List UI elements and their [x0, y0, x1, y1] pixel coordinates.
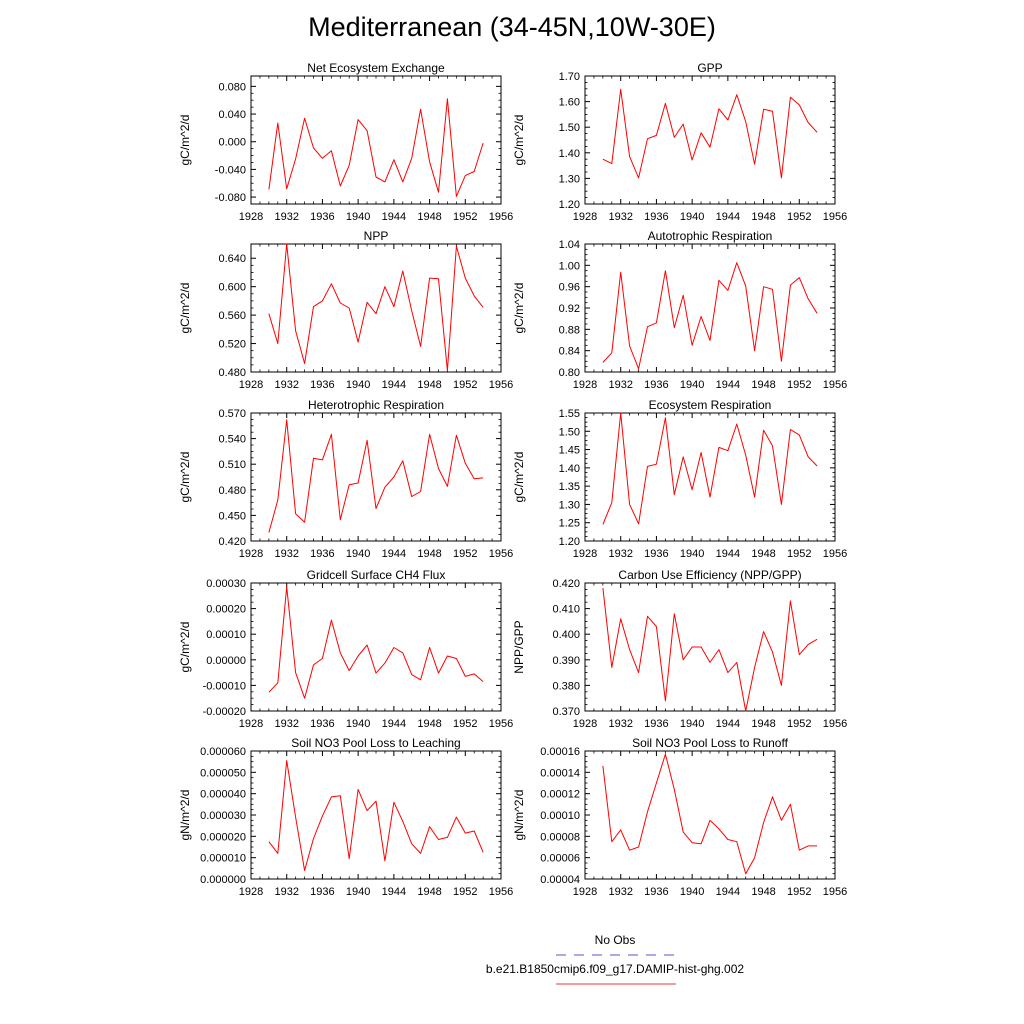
- panel-1-ytick-label: 0.000: [218, 136, 246, 149]
- panel-4-ytick-label: 0.92: [558, 303, 580, 315]
- panel-7-xtick-label: 1932: [274, 718, 299, 730]
- panel-7-xtick-label: 1956: [488, 718, 514, 730]
- panel-7-xtick-label: 1952: [453, 718, 478, 730]
- panel-6-series-line-1: [603, 413, 817, 525]
- panel-5-title: Heterotrophic Respiration: [307, 398, 445, 412]
- panel-2-ytick-label: 1.60: [558, 96, 580, 109]
- panel-9-xtick-label: 1944: [381, 886, 407, 898]
- panel-2-ytick-label: 1.20: [558, 199, 580, 211]
- panel-7-ytick-label: 0.00010: [206, 629, 246, 642]
- panel-10-ytick-label: 0.00008: [540, 831, 580, 844]
- panel-5-xtick-label: 1952: [453, 548, 478, 560]
- panel-4-xtick-label: 1956: [822, 379, 848, 391]
- panel-10-ytick-label: 0.00016: [540, 746, 580, 758]
- panel-9-xtick-label: 1932: [274, 886, 299, 898]
- panel-1-title: Net Ecosystem Exchange: [307, 61, 445, 75]
- panel-9-xtick-label: 1928: [238, 886, 264, 898]
- panel-2-ytick-label: 1.70: [558, 71, 580, 83]
- panel-6-title: Ecosystem Respiration: [648, 398, 772, 412]
- panel-8-ytick-label: 0.370: [552, 706, 580, 718]
- panel-8-xtick-label: 1936: [644, 718, 669, 730]
- panel-1-ylabel: gC/m^2/d: [178, 114, 192, 166]
- panel-4-ytick-label: 0.88: [558, 324, 580, 337]
- panel-3-xtick-label: 1944: [381, 379, 407, 391]
- panel-9-xtick-label: 1936: [310, 886, 335, 898]
- panel-8-xtick-label: 1928: [572, 718, 598, 730]
- panel-8-xtick-label: 1944: [715, 718, 741, 730]
- panel-1-xtick-label: 1936: [310, 211, 335, 223]
- panel-10-ylabel: gN/m^2/d: [512, 789, 526, 841]
- panel-4-frame: [585, 244, 835, 372]
- panel-3-xtick-label: 1952: [453, 379, 478, 391]
- panel-10-series-line-1: [603, 754, 817, 874]
- panel-4-xtick-label: 1932: [608, 379, 633, 391]
- panel-1-ytick-label: -0.040: [214, 164, 246, 177]
- panel-5-xtick-label: 1936: [310, 548, 335, 560]
- panel-2-xtick-label: 1952: [787, 211, 812, 223]
- panel-6-xtick-label: 1940: [679, 548, 705, 560]
- panel-10-title: Soil NO3 Pool Loss to Runoff: [632, 736, 788, 750]
- panel-8-xtick-label: 1956: [822, 718, 848, 730]
- panel-6-ytick-label: 1.30: [558, 499, 580, 512]
- panel-9-xtick-label: 1948: [417, 886, 442, 898]
- panel-4-ytick-label: 0.96: [558, 281, 580, 294]
- panel-4-xtick-label: 1944: [715, 379, 741, 391]
- panel-2-xtick-label: 1928: [572, 211, 598, 223]
- panel-4-ytick-label: 1.00: [558, 260, 580, 273]
- panel-2-xtick-label: 1944: [715, 211, 741, 223]
- panel-5-ytick-label: 0.480: [218, 484, 246, 497]
- panel-9-ytick-label: 0.000060: [200, 746, 246, 758]
- panel-6-xtick-label: 1948: [751, 548, 776, 560]
- panel-8-ytick-label: 0.420: [552, 578, 580, 590]
- panel-4-ytick-label: 0.80: [558, 367, 580, 379]
- panel-5-ylabel: gC/m^2/d: [178, 451, 192, 503]
- panel-3-ytick-label: 0.640: [218, 253, 246, 266]
- panel-2-ylabel: gC/m^2/d: [512, 114, 526, 166]
- panel-8-ytick-label: 0.410: [552, 603, 580, 616]
- panel-6-ytick-label: 1.20: [558, 536, 580, 548]
- panel-8-ylabel: NPP/GPP: [512, 620, 526, 674]
- panel-10-ytick-label: 0.00004: [540, 874, 580, 886]
- panel-2-xtick-label: 1956: [822, 211, 848, 223]
- panel-7-xtick-label: 1940: [345, 718, 371, 730]
- panel-1-frame: [251, 76, 501, 204]
- panel-1-xtick-label: 1956: [488, 211, 514, 223]
- panel-3-xtick-label: 1936: [310, 379, 335, 391]
- panel-3-xtick-label: 1928: [238, 379, 264, 391]
- panel-1-xtick-label: 1932: [274, 211, 299, 223]
- panel-6-ytick-label: 1.50: [558, 426, 580, 439]
- panel-7-title: Gridcell Surface CH4 Flux: [306, 568, 446, 582]
- panel-7-ytick-label: 0.00020: [206, 603, 246, 616]
- panel-8-ytick-label: 0.400: [552, 629, 580, 642]
- panel-3-ylabel: gC/m^2/d: [178, 282, 192, 334]
- panel-2-title: GPP: [697, 61, 723, 75]
- panel-1-ytick-label: 0.040: [218, 109, 246, 122]
- panel-8-xtick-label: 1952: [787, 718, 812, 730]
- panel-8-series-line-1: [603, 588, 817, 711]
- panel-2-ytick-label: 1.30: [558, 173, 580, 186]
- panel-4-xtick-label: 1952: [787, 379, 812, 391]
- panel-10-xtick-label: 1948: [751, 886, 776, 898]
- panel-5-ytick-label: 0.570: [218, 408, 246, 420]
- panel-4-ytick-label: 1.04: [558, 239, 580, 251]
- panel-3-series-line-1: [269, 244, 483, 371]
- panel-7-xtick-label: 1936: [310, 718, 335, 730]
- panel-5-xtick-label: 1940: [345, 548, 371, 560]
- panel-6-xtick-label: 1952: [787, 548, 812, 560]
- panel-2-xtick-label: 1940: [679, 211, 705, 223]
- panel-8-xtick-label: 1948: [751, 718, 776, 730]
- panel-4-ylabel: gC/m^2/d: [512, 282, 526, 334]
- panel-5-xtick-label: 1956: [488, 548, 514, 560]
- panel-1-xtick-label: 1928: [238, 211, 264, 223]
- panel-6-xtick-label: 1944: [715, 548, 741, 560]
- panel-7-series-line-1: [269, 587, 483, 698]
- panel-4-xtick-label: 1928: [572, 379, 598, 391]
- panel-5-xtick-label: 1932: [274, 548, 299, 560]
- legend-obs-label: No Obs: [594, 933, 636, 947]
- panel-7-ytick-label: 0.00000: [206, 654, 246, 667]
- panel-2-ytick-label: 1.40: [558, 147, 580, 160]
- panel-1-series-line-1: [269, 99, 483, 197]
- panel-9-ytick-label: 0.000030: [200, 810, 246, 822]
- panel-10-xtick-label: 1936: [644, 886, 669, 898]
- panel-3-xtick-label: 1932: [274, 379, 299, 391]
- panel-6-ytick-label: 1.55: [558, 408, 580, 420]
- panel-5-series-line-1: [269, 420, 483, 533]
- panel-9-ylabel: gN/m^2/d: [178, 789, 192, 841]
- panel-4-xtick-label: 1936: [644, 379, 669, 391]
- panel-6-ytick-label: 1.40: [558, 462, 580, 475]
- page-title: Mediterranean (34-45N,10W-30E): [308, 12, 716, 42]
- panel-10-frame: [585, 751, 835, 879]
- panel-1-xtick-label: 1948: [417, 211, 442, 223]
- panel-10-xtick-label: 1928: [572, 886, 598, 898]
- panel-3-ytick-label: 0.600: [218, 281, 246, 294]
- panel-4-series-line-1: [603, 263, 817, 369]
- panel-8-ytick-label: 0.390: [552, 654, 580, 667]
- panel-8-ytick-label: 0.380: [552, 680, 580, 693]
- panel-8-xtick-label: 1932: [608, 718, 633, 730]
- panel-5-xtick-label: 1944: [381, 548, 407, 560]
- panel-4-xtick-label: 1948: [751, 379, 776, 391]
- panel-5-ytick-label: 0.420: [218, 536, 246, 548]
- panel-6-ytick-label: 1.45: [558, 444, 580, 457]
- panel-9-series-line-1: [269, 761, 483, 871]
- panel-10-xtick-label: 1956: [822, 886, 848, 898]
- panel-5-ytick-label: 0.540: [218, 433, 246, 446]
- panel-9-ytick-label: 0.000020: [200, 831, 246, 844]
- panel-9-xtick-label: 1952: [453, 886, 478, 898]
- panel-5-ytick-label: 0.510: [218, 459, 246, 472]
- panel-8-xtick-label: 1940: [679, 718, 705, 730]
- panel-3-xtick-label: 1956: [488, 379, 514, 391]
- panel-6-xtick-label: 1936: [644, 548, 669, 560]
- panel-5-xtick-label: 1948: [417, 548, 442, 560]
- panel-1-ytick-label: -0.080: [214, 192, 246, 205]
- panel-2-ytick-label: 1.50: [558, 122, 580, 135]
- panel-7-xtick-label: 1948: [417, 718, 442, 730]
- panel-7-ytick-label: -0.00010: [202, 680, 246, 693]
- panel-2-xtick-label: 1936: [644, 211, 669, 223]
- panel-2-xtick-label: 1948: [751, 211, 776, 223]
- panel-3-xtick-label: 1948: [417, 379, 442, 391]
- panel-7-xtick-label: 1944: [381, 718, 407, 730]
- panel-1-xtick-label: 1952: [453, 211, 478, 223]
- panel-10-ytick-label: 0.00010: [540, 810, 580, 822]
- panel-3-xtick-label: 1940: [345, 379, 371, 391]
- panel-7-xtick-label: 1928: [238, 718, 264, 730]
- panel-2-frame: [585, 76, 835, 204]
- panel-10-xtick-label: 1952: [787, 886, 812, 898]
- panel-5-xtick-label: 1928: [238, 548, 264, 560]
- panel-4-xtick-label: 1940: [679, 379, 705, 391]
- panel-7-ytick-label: -0.00020: [202, 706, 246, 718]
- panel-7-ytick-label: 0.00030: [206, 578, 246, 590]
- legend-model-label: b.e21.B1850cmip6.f09_g17.DAMIP-hist-ghg.002: [485, 962, 745, 976]
- panel-6-xtick-label: 1932: [608, 548, 633, 560]
- panel-10-ytick-label: 0.00012: [540, 788, 580, 801]
- panel-6-xtick-label: 1956: [822, 548, 848, 560]
- panel-9-xtick-label: 1940: [345, 886, 371, 898]
- panel-2-xtick-label: 1932: [608, 211, 633, 223]
- panel-3-ytick-label: 0.560: [218, 310, 246, 323]
- panel-10-xtick-label: 1944: [715, 886, 741, 898]
- panel-1-ytick-label: 0.080: [218, 81, 246, 94]
- panel-4-ytick-label: 0.84: [558, 345, 580, 358]
- panel-4-title: Autotrophic Respiration: [647, 229, 773, 243]
- panel-6-ytick-label: 1.25: [558, 517, 580, 530]
- panel-2-series-line-1: [603, 89, 817, 178]
- panel-10-ytick-label: 0.00014: [540, 767, 580, 780]
- panel-5-ytick-label: 0.450: [218, 510, 246, 523]
- panel-6-ylabel: gC/m^2/d: [512, 451, 526, 503]
- panel-3-title: NPP: [363, 229, 389, 243]
- panel-1-xtick-label: 1940: [345, 211, 371, 223]
- panel-9-ytick-label: 0.000010: [200, 852, 246, 865]
- panel-3-ytick-label: 0.480: [218, 367, 246, 379]
- panel-1-xtick-label: 1944: [381, 211, 407, 223]
- panel-6-ytick-label: 1.35: [558, 481, 580, 494]
- panel-10-xtick-label: 1932: [608, 886, 633, 898]
- panel-8-title: Carbon Use Efficiency (NPP/GPP): [618, 568, 802, 582]
- panel-8-frame: [585, 583, 835, 711]
- panel-3-ytick-label: 0.520: [218, 338, 246, 351]
- panel-10-xtick-label: 1940: [679, 886, 705, 898]
- panel-10-ytick-label: 0.00006: [540, 852, 580, 865]
- panel-6-xtick-label: 1928: [572, 548, 598, 560]
- panel-7-ylabel: gC/m^2/d: [178, 621, 192, 673]
- panel-5-frame: [251, 413, 501, 541]
- panel-9-ytick-label: 0.000000: [200, 874, 246, 886]
- panel-9-xtick-label: 1956: [488, 886, 514, 898]
- panel-9-title: Soil NO3 Pool Loss to Leaching: [291, 736, 461, 750]
- panel-9-ytick-label: 0.000040: [200, 788, 246, 801]
- panel-9-ytick-label: 0.000050: [200, 767, 246, 780]
